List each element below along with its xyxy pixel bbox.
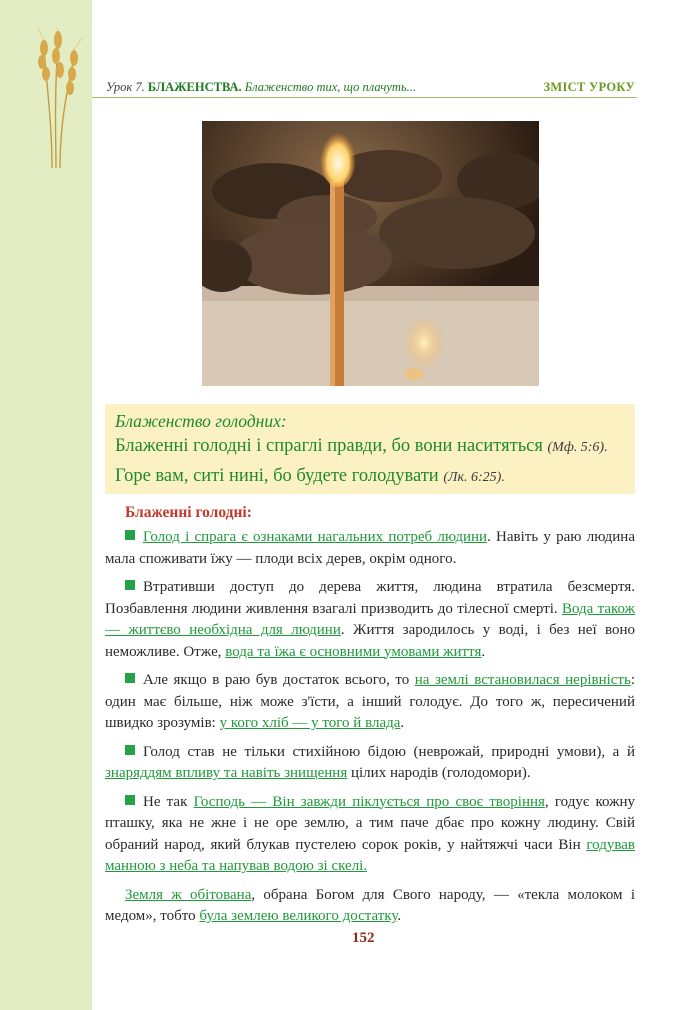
- wheat-icon: [30, 28, 100, 168]
- header-rule: [92, 97, 637, 98]
- paragraph: [105, 792, 635, 878]
- square-bullet-icon: [125, 530, 135, 540]
- highlighted-phrase[interactable]: Земля ж обітована: [125, 886, 252, 903]
- lesson-subtitle: Блаженство тих, що плачуть...: [244, 80, 417, 94]
- beatitude-reference-2: (Лк. 6:25).: [443, 470, 505, 485]
- beatitude-heading: Блаженство голодних:: [115, 411, 287, 431]
- highlighted-phrase[interactable]: Голод і спрага є ознаками нагальних потреб людини: [143, 529, 488, 545]
- beatitude-line-2: [115, 462, 625, 492]
- paragraph-text: : один має більше, ніж може з'їсти, а інший голодує. До того ж, пересичений швидко зрозумів:: [105, 672, 635, 731]
- square-bullet-icon: [125, 745, 135, 755]
- paragraph: [105, 670, 635, 735]
- paragraph-text: . Життя зародилось у воді, і без неї воно неможливе. Отже,: [105, 622, 636, 660]
- paragraph-text: Голод став не тільки стихійною бідою (неврожай, природні умови), а й: [143, 743, 635, 760]
- page-header: [92, 76, 699, 100]
- bread-and-candle-photo-icon: [202, 121, 539, 386]
- lesson-number: Урок 7.: [106, 80, 145, 94]
- paragraph-text: , годує кожну пташку, яка не жне і не оре землю, а тим паче дбає про кожну людину. Свій обраний народ, який блукав пустелею сорок років, у найтяжчі часи Він: [105, 793, 635, 853]
- paragraph: [105, 742, 635, 785]
- highlighted-phrase[interactable]: у кого хліб — у того й влада: [219, 715, 401, 731]
- paragraph: [105, 885, 635, 928]
- highlighted-phrase[interactable]: була землею великого достатку: [199, 908, 398, 924]
- paragraph-text: Але якщо в раю був достаток всього, то: [143, 672, 415, 688]
- paragraph-text: .: [400, 715, 405, 731]
- toc-marker: [637, 78, 699, 98]
- paragraph: [105, 527, 635, 570]
- lesson-title: [106, 80, 416, 95]
- highlighted-phrase[interactable]: Вода також — життєво необхідна для людини: [105, 600, 635, 638]
- highlighted-phrase[interactable]: знаряддям впливу та навіть знищення: [105, 765, 348, 781]
- paragraph-text: . Навіть у раю людина мала споживати їжу — плоди всіх дерев, окрім одного.: [105, 529, 635, 567]
- beatitude-text-2: Горе вам, ситі нині, бо будете голодувати: [115, 466, 439, 486]
- highlighted-phrase[interactable]: вода та їжа є основними умовами життя: [225, 643, 482, 660]
- beatitude-reference-1: (Мф. 5:6).: [547, 440, 608, 455]
- square-bullet-icon: [125, 795, 135, 805]
- highlighted-phrase[interactable]: на землі встановилася нерівність: [414, 672, 631, 688]
- beatitude-text-1: Блаженні голодні і спраглі правди, бо вони наситяться: [115, 436, 543, 456]
- paragraph-text: Не так: [143, 793, 194, 810]
- lesson-heading: БЛАЖЕНСТВА.: [147, 80, 242, 94]
- paragraph: [105, 577, 635, 663]
- bread-candle-photo: [202, 121, 539, 386]
- square-bullet-icon: [125, 673, 135, 683]
- beatitude-line-1: [115, 432, 625, 462]
- page-number: 152: [352, 930, 375, 946]
- toc-link[interactable]: ЗМІСТ УРОКУ: [543, 80, 635, 94]
- paragraph-text: .: [481, 643, 486, 660]
- body-text: [105, 527, 635, 935]
- paragraph-text: .: [397, 908, 402, 924]
- beatitude-box: [105, 404, 635, 494]
- paragraph-text: Втративши доступ до дерева життя, людина втратила безсмертя. Позбавлення людини живлення взагалі призводить до тілесної смерті.: [105, 579, 635, 617]
- paragraph-text: цілих народів (голодомори).: [347, 765, 531, 781]
- highlighted-phrase[interactable]: Господь — Він завжди піклується про своє творіння: [193, 793, 545, 810]
- paragraph-text: , обрана Богом для Свого народу, — «текла молоком і медом», тобто: [105, 886, 635, 924]
- highlighted-phrase[interactable]: годував манною з неба та напував водою зі скелі.: [105, 836, 635, 874]
- section-title: Блаженні голодні:: [125, 504, 252, 521]
- square-bullet-icon: [125, 580, 135, 590]
